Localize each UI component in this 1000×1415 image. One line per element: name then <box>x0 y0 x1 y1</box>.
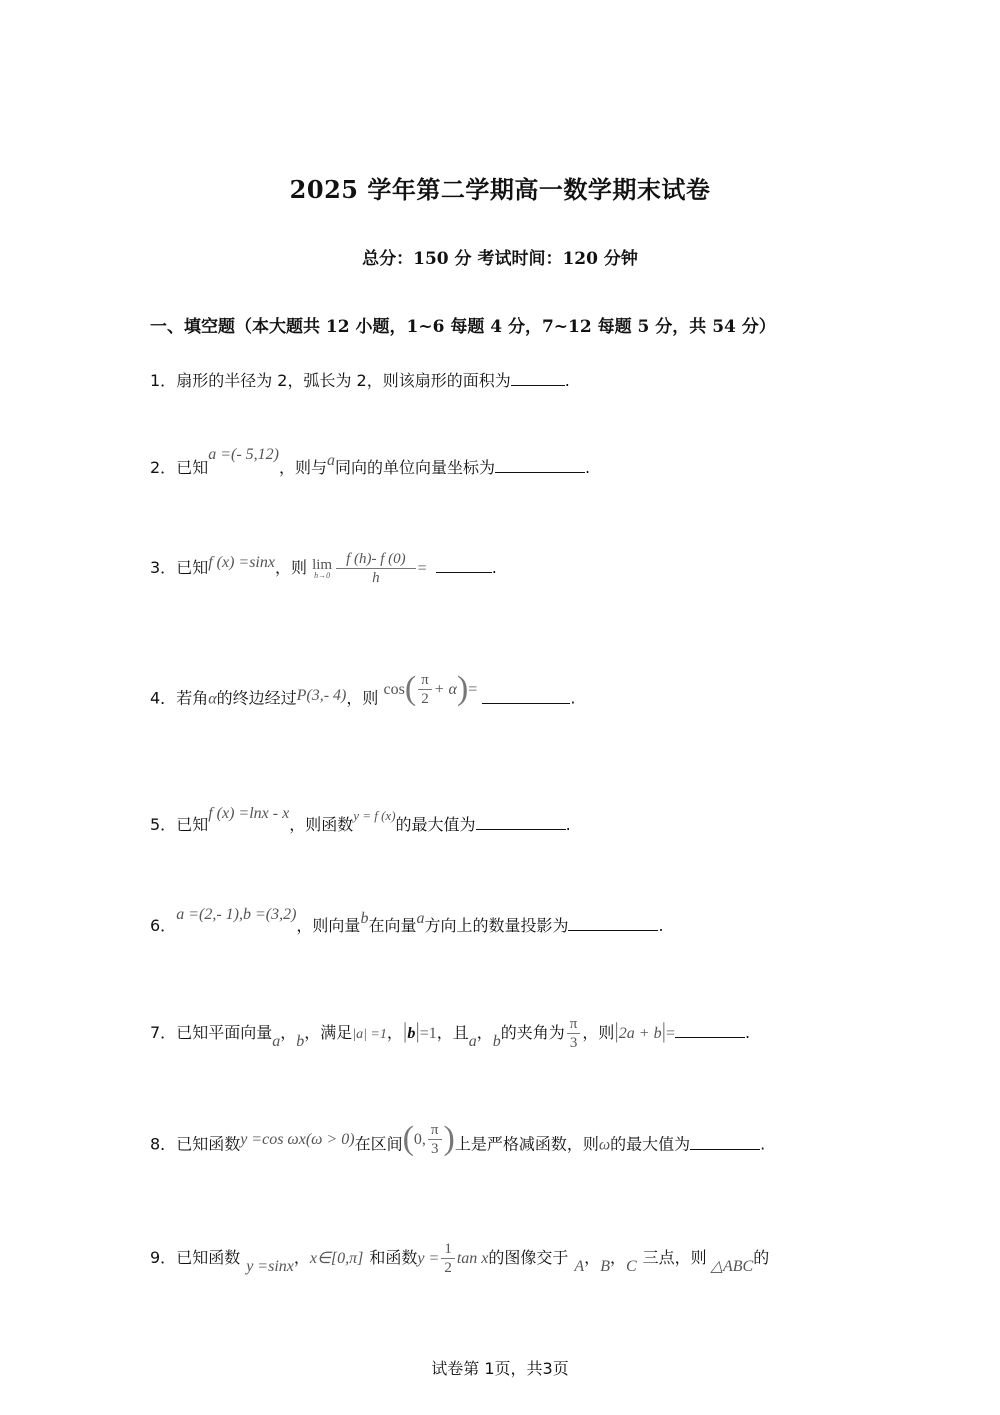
math-expr: C <box>625 1258 637 1275</box>
exam-subtitle: 总分：150 分 考试时间：120 分钟 <box>362 249 638 269</box>
period: . <box>760 1134 766 1154</box>
math-expr: |a| =1 <box>352 1027 387 1042</box>
question-4 <box>150 670 576 718</box>
numerator: 1 <box>441 1240 455 1259</box>
math-expr: a <box>468 1033 477 1050</box>
question-text: 扇形的半径为 2，弧长为 2，则该扇形的面积为 <box>176 371 511 390</box>
equals-sign: = <box>666 1025 676 1042</box>
exam-title: 2025 学年第二学期高一数学期末试卷 <box>289 175 711 204</box>
math-expr: 2a + b <box>618 1025 662 1042</box>
fraction <box>441 1240 455 1277</box>
math-expr: a <box>416 910 425 927</box>
question-number: 1． <box>150 371 177 390</box>
question-text: ，则向量 <box>296 916 361 935</box>
numerator: π <box>567 1015 581 1034</box>
question-text: 已知 <box>176 558 209 577</box>
math-expr: + α <box>433 680 457 698</box>
question-number: 2． <box>150 458 177 477</box>
question-text: 三点，则 <box>642 1248 707 1267</box>
fraction <box>428 1121 442 1158</box>
lim-label: lim <box>312 556 333 573</box>
math-expr: b <box>407 1025 416 1042</box>
right-paren: ) <box>456 670 469 707</box>
question-text: 上是严格减函数，则 <box>454 1134 599 1154</box>
question-8 <box>150 1120 766 1164</box>
numerator: f (h)- f (0) <box>336 550 416 569</box>
abs-bar: | <box>661 1018 666 1043</box>
question-text: 的最大值为 <box>395 815 476 834</box>
cos-label: cos <box>383 680 405 698</box>
math-expr: y = f (x) <box>353 808 396 823</box>
math-expr: f (x) =sinx <box>208 554 275 571</box>
question-text: ，满足 <box>304 1023 353 1042</box>
math-expr: f (x) =lnx - x <box>208 805 290 822</box>
answer-blank[interactable] <box>436 558 492 573</box>
right-paren: ) <box>443 1120 455 1157</box>
answer-blank[interactable] <box>495 458 585 473</box>
answer-blank[interactable] <box>511 371 565 386</box>
math-expr: α <box>208 690 217 708</box>
denominator: 2 <box>444 1260 452 1276</box>
fraction <box>567 1015 581 1052</box>
numerator: π <box>421 671 429 688</box>
question-text: 在向量 <box>368 916 417 935</box>
math-expr: =1 <box>419 1025 437 1042</box>
question-number: 6． <box>150 916 177 935</box>
question-text: 已知函数 <box>176 1134 241 1154</box>
math-expr: tan x <box>456 1250 489 1267</box>
math-expr: B <box>600 1258 610 1275</box>
math-expr: a <box>327 452 335 469</box>
question-text: 若角 <box>176 688 209 708</box>
question-text: ，则 <box>274 558 307 577</box>
question-text: 和函数 <box>369 1248 418 1267</box>
question-text: 已知函数 <box>176 1248 241 1267</box>
question-text: 的 <box>753 1248 770 1267</box>
period: . <box>491 558 497 577</box>
left-paren: ( <box>404 670 417 707</box>
question-text: ，且 <box>436 1023 469 1042</box>
denominator: h <box>372 570 380 586</box>
math-expr: x∈[0,π] <box>309 1250 364 1267</box>
abs-bar: | <box>402 1018 408 1043</box>
abs-bar: | <box>614 1018 619 1043</box>
math-expr: y = <box>417 1250 440 1267</box>
answer-blank[interactable] <box>482 689 570 704</box>
question-9 <box>150 1240 769 1277</box>
period: . <box>570 688 576 708</box>
question-number: 7． <box>150 1023 177 1042</box>
question-text: 已知 <box>176 815 209 834</box>
abs-bar: | <box>415 1018 420 1043</box>
math-expr: 0, <box>413 1130 426 1148</box>
question-number: 9． <box>150 1248 177 1267</box>
question-text: 已知平面向量 <box>176 1023 273 1042</box>
question-text: 的终边经过 <box>216 688 297 708</box>
answer-blank[interactable] <box>675 1023 745 1038</box>
page-footer: 试卷第 1页，共3页 <box>431 1359 569 1378</box>
lim-subscript: h→0 <box>314 570 331 580</box>
question-text: ， <box>584 1248 601 1267</box>
math-expr: a =(2,- 1),b =(3,2) <box>176 906 297 923</box>
period: . <box>658 916 664 935</box>
math-expr: a =(- 5,12) <box>208 446 279 463</box>
question-text: 方向上的数量投影为 <box>424 916 569 935</box>
math-expr: y =cos ωx(ω > 0) <box>240 1130 355 1148</box>
question-text: 的图像交于 <box>488 1248 569 1267</box>
math-expr: b <box>296 1033 305 1050</box>
question-text: ， <box>476 1023 493 1042</box>
question-2 <box>150 446 591 478</box>
period: . <box>585 458 591 477</box>
math-expr: b <box>360 910 369 927</box>
question-5 <box>150 805 571 835</box>
period: . <box>565 815 571 834</box>
question-number: 3． <box>150 558 177 577</box>
question-text: ， <box>280 1023 297 1042</box>
period: . <box>564 371 570 390</box>
math-expr: a <box>272 1033 281 1050</box>
fraction <box>418 671 432 708</box>
answer-blank[interactable] <box>476 815 566 830</box>
math-expr: P(3,- 4) <box>296 686 347 704</box>
question-text: ， <box>386 1023 403 1042</box>
question-text: 已知 <box>176 458 209 477</box>
question-text: ，则函数 <box>289 815 354 834</box>
math-expr: b <box>492 1033 501 1050</box>
section-heading: 一、填空题（本大题共 12 小题，1~6 每题 4 分，7~12 每题 5 分，共 54 分） <box>150 317 776 337</box>
question-text: ， <box>609 1248 626 1267</box>
limit-operator <box>312 558 332 580</box>
question-text: ， <box>293 1248 310 1267</box>
equals-sign: = <box>417 560 427 577</box>
question-number: 8． <box>150 1134 177 1154</box>
answer-blank[interactable] <box>568 916 658 931</box>
math-expr: △ABC <box>710 1258 754 1275</box>
question-text: 同向的单位向量坐标为 <box>335 458 496 477</box>
question-number: 4． <box>150 688 177 708</box>
denominator: 3 <box>569 1035 578 1051</box>
math-expr: A <box>574 1258 585 1275</box>
question-text: ，则 <box>582 1023 615 1042</box>
question-7 <box>150 1015 750 1052</box>
denominator: 2 <box>418 689 432 708</box>
numerator: π <box>428 1121 442 1140</box>
period: . <box>745 1023 751 1042</box>
fraction <box>336 550 416 587</box>
math-expr: y =sinx <box>246 1258 294 1275</box>
question-1 <box>150 368 570 391</box>
question-text: ，则 <box>346 688 379 708</box>
left-paren: ( <box>402 1120 414 1157</box>
question-3 <box>150 550 497 587</box>
question-6 <box>150 906 664 936</box>
question-text: 的最大值为 <box>610 1134 691 1154</box>
question-number: 5． <box>150 815 177 834</box>
question-text: ，则与 <box>278 458 327 477</box>
question-text: 的夹角为 <box>500 1023 565 1042</box>
denominator: 3 <box>430 1140 439 1157</box>
question-text: 在区间 <box>354 1134 403 1154</box>
equals-sign: = <box>468 680 478 698</box>
answer-blank[interactable] <box>690 1135 760 1150</box>
math-expr: ω <box>598 1136 611 1154</box>
